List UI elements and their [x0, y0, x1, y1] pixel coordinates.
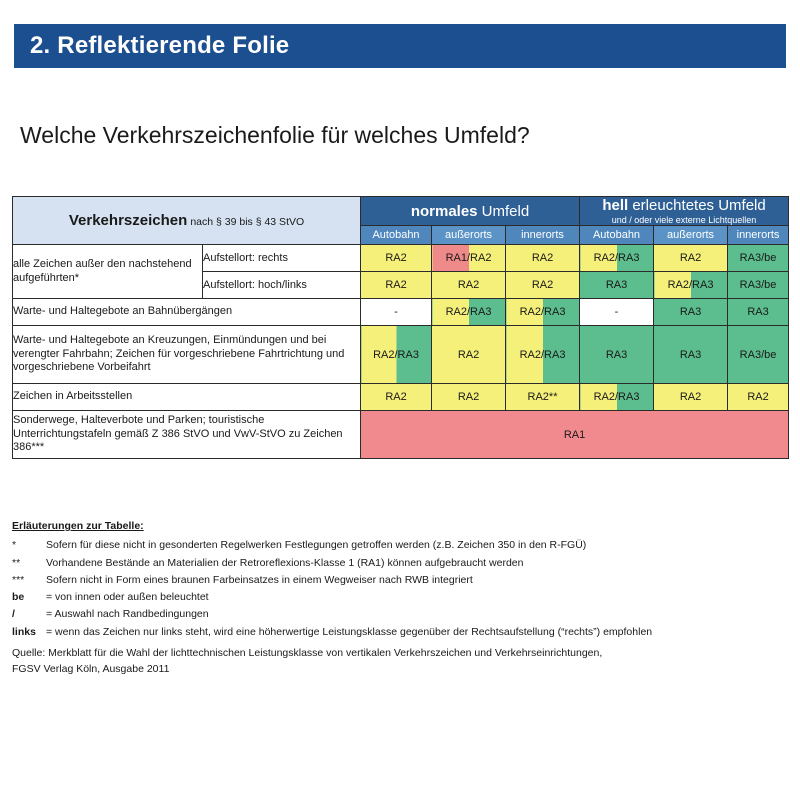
slide-title-bar — [14, 24, 786, 68]
cell-value: RA2 — [432, 384, 506, 411]
row-label-bahnuebergaenge: Warte- und Haltegebote an Bahnübergängen — [13, 299, 361, 326]
header-corner-cell — [13, 197, 361, 245]
note-value: = von innen oder außen beleuchtet — [46, 591, 209, 604]
table-row — [13, 299, 789, 326]
note-key: *** — [12, 573, 25, 586]
group-label-bold: normales — [410, 202, 478, 220]
note-value: = Auswahl nach Randbedingungen — [46, 608, 209, 621]
cell-value: RA2/RA3 — [506, 299, 580, 326]
source-line-1: Quelle: Merkblatt für die Wahl der lichttechnischen Leistungsklasse von vertikalen Verkehrszeichen und Verkehrseinrichtungen, — [12, 647, 603, 659]
group-label-normal: erleuchtetes Umfeld — [628, 197, 766, 214]
note-key: * — [12, 539, 17, 552]
column-header-ausserorts-hell: außerorts — [654, 226, 728, 245]
note-item — [12, 606, 792, 622]
note-key: / — [12, 608, 15, 621]
table-row — [13, 245, 789, 272]
column-header-innerorts-normal: innerorts — [506, 226, 580, 245]
cell-value: RA2 — [654, 384, 728, 411]
header-group-normales-umfeld — [361, 197, 580, 226]
source-line-2: FGSV Verlag Köln, Ausgabe 2011 — [12, 662, 170, 675]
table-row — [13, 384, 789, 411]
cell-value: RA3/be — [728, 326, 789, 384]
cell-value-merged: RA1 — [361, 411, 789, 459]
column-header-autobahn-normal: Autobahn — [361, 226, 432, 245]
cell-value: RA2** — [506, 384, 580, 411]
cell-value: RA2 — [361, 272, 432, 299]
cell-value: RA2/RA3 — [580, 384, 654, 411]
cell-value: RA3 — [654, 299, 728, 326]
table-row — [13, 326, 789, 384]
cell-value: RA2/RA3 — [361, 326, 432, 384]
note-item — [12, 555, 792, 571]
note-key: links — [12, 625, 36, 638]
source-note — [12, 646, 792, 678]
column-header-innerorts-hell: innerorts — [728, 226, 789, 245]
cell-value: RA2 — [654, 245, 728, 272]
header-corner-sub: nach § 39 bis § 43 StVO — [190, 216, 305, 228]
table-notes — [12, 518, 792, 641]
header-group-hell-erleuchtetes-umfeld — [580, 197, 789, 226]
column-header-ausserorts-normal: außerorts — [432, 226, 506, 245]
row-label-sonderwege: Sonderwege, Halteverbote und Parken; touristische Unterrichtungstafeln gemäß Z 386 StVO und VwV-StVO zu Zeichen 386*** — [13, 411, 361, 459]
cell-value: - — [580, 299, 654, 326]
note-item — [12, 572, 792, 588]
table-row — [13, 411, 789, 459]
note-key: be — [12, 591, 25, 604]
cell-value: RA3 — [654, 326, 728, 384]
page-title: 2. Reflektierende Folie — [30, 32, 290, 59]
note-item — [12, 537, 792, 553]
cell-value: RA3/be — [728, 272, 789, 299]
cell-value: RA2 — [728, 384, 789, 411]
cell-value: RA3 — [728, 299, 789, 326]
cell-value: RA3/be — [728, 245, 789, 272]
note-item — [12, 624, 792, 640]
note-value: Sofern für diese nicht in gesonderten Regelwerken Festlegungen getroffen werden (z.B. Zeichen 350 in den R-FGÜ) — [46, 539, 587, 552]
column-header-autobahn-hell: Autobahn — [580, 226, 654, 245]
row-label-kreuzungen: Warte- und Haltegebote an Kreuzungen, Einmündungen und bei verengter Fahrbahn; Zeichen für vorgeschriebene Fahrtrichtung und vorgeschriebene Vorbeifahrt — [13, 326, 361, 384]
cell-value: RA2 — [361, 245, 432, 272]
cell-value: RA2/RA3 — [432, 299, 506, 326]
row-sublabel-aufstellort-rechts: Aufstellort: rechts — [203, 245, 361, 272]
header-corner-main: Verkehrszeichen — [68, 212, 188, 229]
note-key: ** — [12, 556, 21, 569]
note-item — [12, 589, 792, 605]
notes-heading: Erläuterungen zur Tabelle: — [12, 520, 144, 532]
group-label-normal: Umfeld — [477, 202, 530, 220]
note-value: Sofern nicht in Form eines braunen Farbeinsatzes in einem Wegweiser nach RWB integriert — [46, 573, 473, 586]
folie-matrix-table — [12, 196, 788, 459]
cell-value: RA2/RA3 — [506, 326, 580, 384]
row-sublabel-aufstellort-hoch-links: Aufstellort: hoch/links — [203, 272, 361, 299]
note-value: Vorhandene Bestände an Materialien der Retroreflexions-Klasse 1 (RA1) können aufgebraucht werden — [46, 556, 524, 569]
cell-value: RA3 — [580, 272, 654, 299]
row-label-alle-zeichen: alle Zeichen außer den nachstehend aufgeführten* — [13, 245, 203, 299]
cell-value: RA2 — [361, 384, 432, 411]
cell-value: RA2 — [432, 326, 506, 384]
cell-value: RA2 — [432, 272, 506, 299]
row-label-arbeitsstellen: Zeichen in Arbeitsstellen — [13, 384, 361, 411]
note-value: = wenn das Zeichen nur links steht, wird eine höherwertige Leistungsklasse gegenüber der Rechtsaufstellung (“rechts”) empfohlen — [46, 625, 653, 638]
group-label-bold: hell — [602, 197, 629, 214]
cell-value: RA2/RA3 — [654, 272, 728, 299]
cell-value: RA2/RA3 — [580, 245, 654, 272]
cell-value: RA2 — [506, 245, 580, 272]
group-label-sub: und / oder viele externe Lichtquellen — [611, 215, 757, 225]
cell-value: - — [361, 299, 432, 326]
cell-value: RA2 — [506, 272, 580, 299]
cell-value: RA3 — [580, 326, 654, 384]
page-subtitle: Welche Verkehrszeichenfolie für welches Umfeld? — [20, 122, 530, 148]
table-header-row-groups — [13, 197, 789, 226]
cell-value: RA1/RA2 — [432, 245, 506, 272]
